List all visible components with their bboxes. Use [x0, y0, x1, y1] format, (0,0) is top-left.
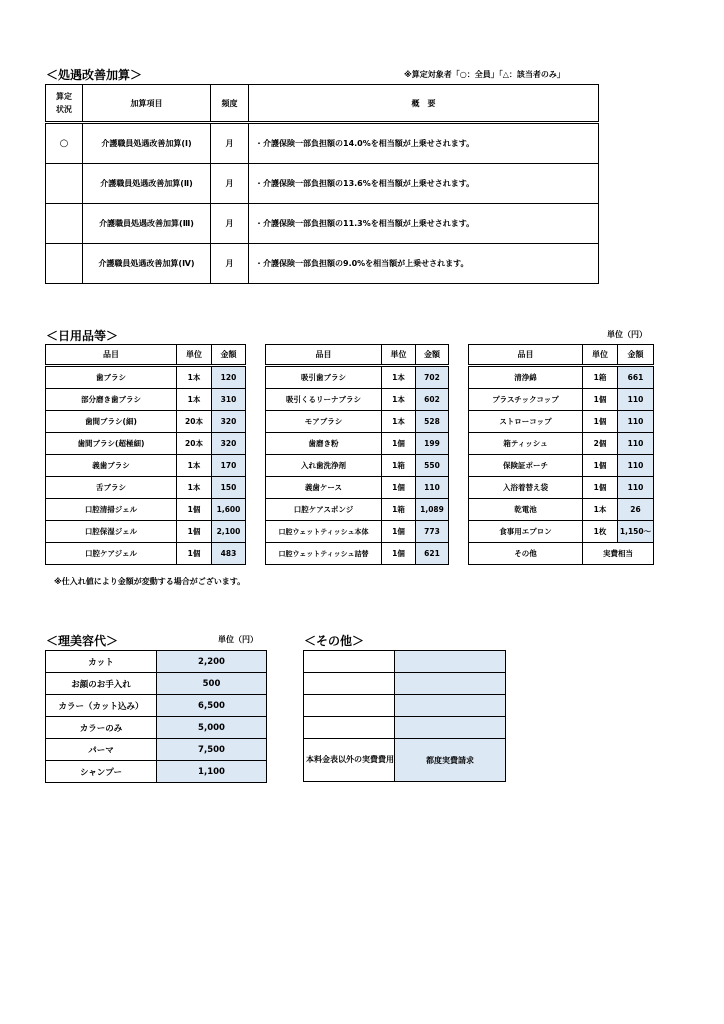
daily-amount-cell: 602	[416, 389, 449, 411]
daily-amount-cell: 320	[212, 433, 246, 455]
daily-row	[469, 366, 654, 389]
kasan-row	[46, 204, 599, 244]
daily-unit-cell: 1箱	[382, 455, 416, 477]
daily-amount-cell: 110	[618, 411, 654, 433]
daily-actual-cost-cell: 実費相当	[583, 543, 654, 565]
daily-amount-cell: 110	[618, 455, 654, 477]
beauty-price-cell: 1,100	[157, 761, 267, 783]
daily-item-cell: 義歯ケース	[266, 477, 382, 499]
other-table	[303, 650, 506, 782]
daily-unit-cell: 1個	[382, 521, 416, 543]
daily-item-cell: プラスチックコップ	[469, 389, 583, 411]
daily-amount-cell: 320	[212, 411, 246, 433]
beauty-item-cell: シャンプー	[46, 761, 157, 783]
daily-row	[46, 455, 246, 477]
beauty-row	[46, 761, 267, 783]
daily-row	[266, 455, 449, 477]
kasan-header-freq: 頻度	[211, 85, 249, 123]
beauty-table	[45, 650, 267, 783]
kasan-table	[45, 84, 599, 284]
beauty-item-cell: カラーのみ	[46, 717, 157, 739]
daily-row	[266, 366, 449, 389]
beauty-row	[46, 739, 267, 761]
daily-amount-cell: 1,150～	[618, 521, 654, 543]
daily-amount-cell: 170	[212, 455, 246, 477]
daily-header-unit: 単位	[177, 345, 212, 366]
daily-unit-cell: 1個	[382, 433, 416, 455]
daily-unit-cell: 1本	[177, 389, 212, 411]
daily-table-3	[468, 344, 654, 565]
daily-item-cell: 口腔ウェットティッシュ本体	[266, 521, 382, 543]
daily-row	[46, 389, 246, 411]
daily-row	[266, 477, 449, 499]
other-item-cell	[304, 695, 395, 717]
daily-item-cell: 入浴着替え袋	[469, 477, 583, 499]
daily-row	[266, 411, 449, 433]
daily-item-cell: 入れ歯洗浄剤	[266, 455, 382, 477]
kasan-freq-cell: 月	[211, 164, 249, 204]
beauty-row	[46, 695, 267, 717]
daily-unit-cell: 1本	[177, 477, 212, 499]
kasan-row	[46, 244, 599, 284]
beauty-price-cell: 2,200	[157, 651, 267, 673]
daily-item-cell: 保険証ポーチ	[469, 455, 583, 477]
other-item-cell	[304, 673, 395, 695]
daily-header-amount: 金額	[212, 345, 246, 366]
daily-header-row	[469, 345, 654, 366]
daily-amount-cell: 2,100	[212, 521, 246, 543]
other-row	[304, 695, 506, 717]
daily-item-cell: 口腔ケアジェル	[46, 543, 177, 565]
daily-header-unit: 単位	[382, 345, 416, 366]
daily-item-cell: 食事用エプロン	[469, 521, 583, 543]
daily-row	[46, 543, 246, 565]
beauty-row	[46, 717, 267, 739]
daily-header-row	[266, 345, 449, 366]
daily-row	[469, 411, 654, 433]
daily-unit-cell: 1個	[382, 543, 416, 565]
daily-unit-cell: 20本	[177, 433, 212, 455]
daily-amount-cell: 483	[212, 543, 246, 565]
daily-amount-cell: 310	[212, 389, 246, 411]
other-row	[304, 673, 506, 695]
daily-row	[46, 411, 246, 433]
beauty-price-cell: 5,000	[157, 717, 267, 739]
kasan-summary-cell: ・介護保険一部負担額の13.6%を相当額が上乗せされます。	[249, 164, 599, 204]
beauty-item-cell: パーマ	[46, 739, 157, 761]
other-extra-cost-label: 本料金表以外の実費費用	[304, 739, 395, 782]
daily-rows	[469, 366, 654, 565]
kasan-freq-cell: 月	[211, 123, 249, 164]
daily-amount-cell: 110	[416, 477, 449, 499]
daily-unit-cell: 1本	[382, 389, 416, 411]
daily-amount-cell: 1,089	[416, 499, 449, 521]
daily-rows	[46, 366, 246, 565]
daily-unit-cell: 1個	[583, 411, 618, 433]
daily-item-cell: 義歯ブラシ	[46, 455, 177, 477]
daily-item-cell: モアブラシ	[266, 411, 382, 433]
beauty-item-cell: お顔のお手入れ	[46, 673, 157, 695]
daily-row	[46, 433, 246, 455]
daily-row	[469, 521, 654, 543]
beauty-price-cell: 500	[157, 673, 267, 695]
beauty-item-cell: カラー（カット込み）	[46, 695, 157, 717]
daily-header-item: 品目	[266, 345, 382, 366]
kasan-status-cell	[46, 204, 83, 244]
other-section-title: ＜その他＞	[304, 634, 365, 648]
daily-row	[46, 366, 246, 389]
daily-row	[469, 433, 654, 455]
kasan-section-title: ＜処遇改善加算＞	[46, 68, 143, 82]
daily-amount-cell: 110	[618, 389, 654, 411]
beauty-price-cell: 6,500	[157, 695, 267, 717]
daily-amount-cell: 110	[618, 477, 654, 499]
other-item-cell	[304, 651, 395, 673]
daily-row	[46, 499, 246, 521]
kasan-summary-cell: ・介護保険一部負担額の11.3%を相当額が上乗せされます。	[249, 204, 599, 244]
daily-amount-cell: 26	[618, 499, 654, 521]
daily-amount-cell: 702	[416, 366, 449, 389]
daily-item-cell: 口腔清掃ジェル	[46, 499, 177, 521]
daily-row	[266, 543, 449, 565]
daily-amount-cell: 199	[416, 433, 449, 455]
daily-item-cell: 歯間ブラシ(細)	[46, 411, 177, 433]
kasan-legend: ※算定対象者「○：全員」「△：該当者のみ」	[404, 70, 565, 79]
daily-unit-cell: 2個	[583, 433, 618, 455]
daily-unit-cell: 1個	[177, 543, 212, 565]
daily-table-2	[265, 344, 449, 565]
daily-item-cell: 口腔保湿ジェル	[46, 521, 177, 543]
other-row	[304, 651, 506, 673]
daily-item-cell: 箱ティッシュ	[469, 433, 583, 455]
daily-unit-cell: 1本	[382, 411, 416, 433]
daily-item-cell: 吸引歯ブラシ	[266, 366, 382, 389]
daily-amount-cell: 120	[212, 366, 246, 389]
daily-unit-cell: 1個	[177, 521, 212, 543]
kasan-status-cell	[46, 164, 83, 204]
beauty-item-cell: カット	[46, 651, 157, 673]
daily-unit-cell: 1本	[583, 499, 618, 521]
daily-unit-cell: 1個	[583, 455, 618, 477]
daily-rows	[266, 366, 449, 565]
kasan-header-status: 算定 状況	[46, 85, 83, 123]
daily-row	[266, 389, 449, 411]
daily-item-cell: 部分磨き歯ブラシ	[46, 389, 177, 411]
beauty-row	[46, 673, 267, 695]
daily-table-1	[45, 344, 246, 565]
other-extra-cost-value: 都度実費請求	[395, 739, 506, 782]
daily-row	[469, 389, 654, 411]
kasan-item-cell: 介護職員処遇改善加算(Ⅰ)	[83, 123, 211, 164]
kasan-header-row	[46, 85, 599, 123]
beauty-unit-label: 単位（円）	[218, 635, 258, 644]
other-value-cell	[395, 717, 506, 739]
daily-row	[469, 499, 654, 521]
daily-header-amount: 金額	[416, 345, 449, 366]
beauty-row	[46, 651, 267, 673]
daily-amount-cell: 110	[618, 433, 654, 455]
daily-item-cell: 舌ブラシ	[46, 477, 177, 499]
daily-row	[46, 477, 246, 499]
other-value-cell	[395, 695, 506, 717]
daily-amount-cell: 661	[618, 366, 654, 389]
other-value-cell	[395, 673, 506, 695]
daily-amount-cell: 150	[212, 477, 246, 499]
daily-item-cell: 口腔ウェットティッシュ詰替	[266, 543, 382, 565]
daily-amount-cell: 773	[416, 521, 449, 543]
daily-item-cell: 乾電池	[469, 499, 583, 521]
kasan-freq-cell: 月	[211, 204, 249, 244]
daily-header-item: 品目	[46, 345, 177, 366]
daily-item-cell: その他	[469, 543, 583, 565]
daily-row	[469, 455, 654, 477]
kasan-item-cell: 介護職員処遇改善加算(Ⅳ)	[83, 244, 211, 284]
daily-row	[266, 499, 449, 521]
daily-unit-cell: 1箱	[583, 366, 618, 389]
daily-item-cell: 歯間ブラシ(超極細)	[46, 433, 177, 455]
daily-item-cell: ストローコップ	[469, 411, 583, 433]
daily-row	[46, 521, 246, 543]
beauty-section-title: ＜理美容代＞	[46, 634, 119, 648]
kasan-item-cell: 介護職員処遇改善加算(Ⅱ)	[83, 164, 211, 204]
kasan-summary-cell: ・介護保険一部負担額の9.0%を相当額が上乗せされます。	[249, 244, 599, 284]
daily-header-unit: 単位	[583, 345, 618, 366]
daily-amount-cell: 528	[416, 411, 449, 433]
daily-section-title: ＜日用品等＞	[46, 329, 119, 343]
other-value-cell	[395, 651, 506, 673]
daily-header-item: 品目	[469, 345, 583, 366]
daily-row	[266, 433, 449, 455]
daily-note: ※仕入れ値により金額が変動する場合がございます。	[54, 577, 246, 586]
daily-item-cell: 口腔ケアスポンジ	[266, 499, 382, 521]
daily-item-cell: 歯磨き粉	[266, 433, 382, 455]
kasan-item-cell: 介護職員処遇改善加算(Ⅲ)	[83, 204, 211, 244]
daily-item-cell: 吸引くるリーナブラシ	[266, 389, 382, 411]
daily-unit-cell: 1個	[583, 389, 618, 411]
kasan-row	[46, 123, 599, 164]
daily-header-amount: 金額	[618, 345, 654, 366]
beauty-price-cell: 7,500	[157, 739, 267, 761]
kasan-status-cell: ○	[46, 123, 83, 164]
kasan-freq-cell: 月	[211, 244, 249, 284]
kasan-header-item: 加算項目	[83, 85, 211, 123]
daily-unit-label: 単位（円）	[607, 330, 647, 339]
daily-unit-cell: 20本	[177, 411, 212, 433]
kasan-row	[46, 164, 599, 204]
kasan-summary-cell: ・介護保険一部負担額の14.0%を相当額が上乗せされます。	[249, 123, 599, 164]
daily-row	[469, 543, 654, 565]
other-row	[304, 739, 506, 782]
daily-unit-cell: 1本	[382, 366, 416, 389]
daily-row	[469, 477, 654, 499]
daily-unit-cell: 1個	[382, 477, 416, 499]
daily-header-row	[46, 345, 246, 366]
other-item-cell	[304, 717, 395, 739]
daily-amount-cell: 1,600	[212, 499, 246, 521]
daily-row	[266, 521, 449, 543]
kasan-status-cell	[46, 244, 83, 284]
daily-item-cell: 歯ブラシ	[46, 366, 177, 389]
daily-amount-cell: 621	[416, 543, 449, 565]
daily-unit-cell: 1本	[177, 366, 212, 389]
daily-item-cell: 清浄綿	[469, 366, 583, 389]
other-row	[304, 717, 506, 739]
daily-unit-cell: 1枚	[583, 521, 618, 543]
daily-unit-cell: 1本	[177, 455, 212, 477]
kasan-header-summary: 概 要	[249, 85, 599, 123]
daily-unit-cell: 1箱	[382, 499, 416, 521]
daily-unit-cell: 1個	[583, 477, 618, 499]
daily-amount-cell: 550	[416, 455, 449, 477]
daily-unit-cell: 1個	[177, 499, 212, 521]
